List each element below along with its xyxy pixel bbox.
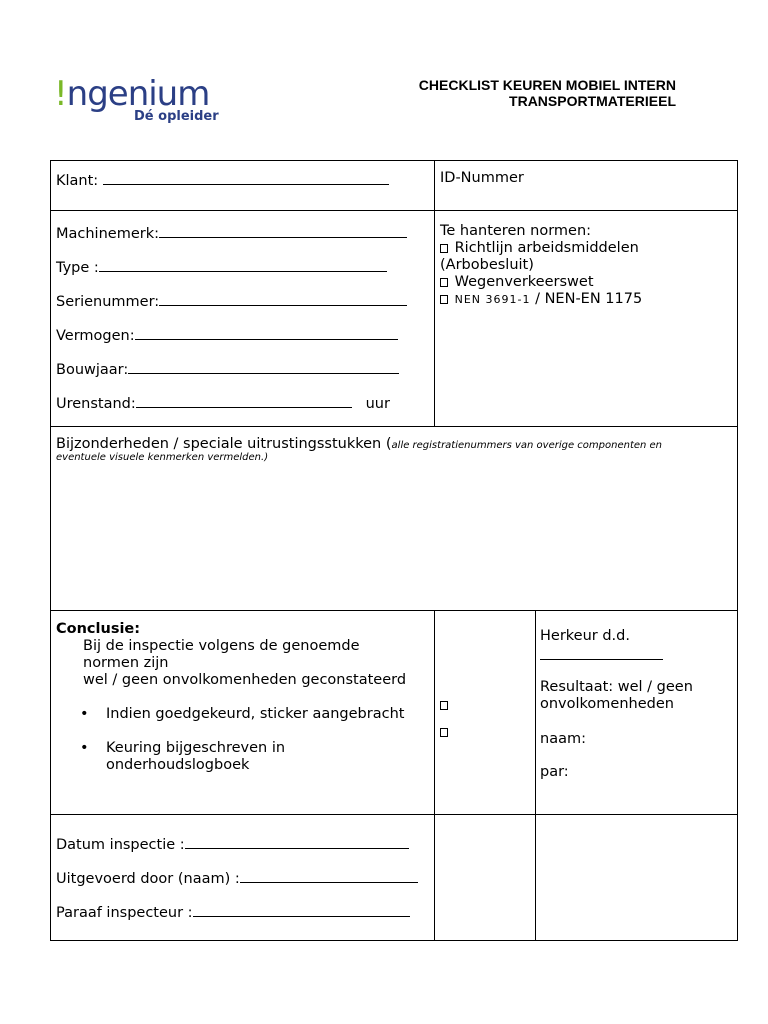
row-divider	[50, 814, 738, 815]
conclusie-line1: Bij de inspectie volgens de genoemde	[83, 638, 360, 654]
checkbox-icon[interactable]	[440, 295, 448, 304]
serienummer-field: Serienummer:	[56, 291, 407, 311]
type-line[interactable]	[99, 257, 387, 272]
row-divider	[50, 610, 738, 611]
column-divider	[434, 610, 435, 941]
bouwjaar-field: Bouwjaar:	[56, 359, 399, 379]
par-label: par:	[540, 764, 569, 780]
paraaf-line[interactable]	[193, 902, 410, 917]
bijzonderheden-label: Bijzonderheden / speciale uitrustingsstukken (alle registratienummers van overige componenten en	[56, 436, 663, 452]
id-nummer-label: ID-Nummer	[440, 170, 524, 186]
paraaf-inspecteur-field: Paraaf inspecteur :	[56, 902, 410, 922]
bijzonderheden-note: eventuele visuele kenmerken vermelden.)	[56, 452, 269, 463]
checkbox-icon[interactable]	[440, 278, 448, 287]
ingenium-logo	[54, 52, 224, 127]
resultaat-line2: onvolkomenheden	[540, 696, 674, 712]
bullet-sticker: • Indien goedgekeurd, sticker aangebracht	[106, 706, 404, 723]
logo-tagline: Dé opleider	[134, 109, 219, 124]
norm-arbobesluit: (Arbobesluit)	[440, 257, 534, 273]
serienummer-line[interactable]	[159, 291, 407, 306]
row-divider	[50, 210, 738, 211]
machinemerk-field: Machinemerk:	[56, 223, 407, 243]
checkbox-icon[interactable]	[440, 244, 448, 253]
logboek-checkbox[interactable]	[440, 728, 448, 737]
klant-line[interactable]	[103, 170, 389, 185]
klant-field: Klant:	[56, 170, 389, 190]
document-title: CHECKLIST KEUREN MOBIEL INTERN TRANSPORTMATERIEEL	[418, 77, 676, 109]
herkeur-date-line	[540, 645, 663, 665]
column-divider	[434, 160, 435, 427]
urenstand-line[interactable]	[136, 393, 352, 408]
norm-arbeidsmiddelen: Richtlijn arbeidsmiddelen	[440, 240, 639, 257]
conclusie-heading: Conclusie:	[56, 621, 141, 637]
herkeur-label: Herkeur d.d.	[540, 628, 630, 644]
datum-inspectie-field: Datum inspectie :	[56, 834, 409, 854]
norm-wegenverkeerswet: Wegenverkeerswet	[440, 274, 594, 291]
conclusie-line3: wel / geen onvolkomenheden geconstateerd	[83, 672, 407, 688]
bullet-logboek-cont: onderhoudslogboek	[106, 757, 250, 773]
type-field: Type :	[56, 257, 387, 277]
machinemerk-line[interactable]	[159, 223, 407, 238]
naam-label: naam:	[540, 731, 586, 747]
resultaat-line1: Resultaat: wel / geen	[540, 679, 693, 695]
datum-line[interactable]	[185, 834, 409, 849]
vermogen-field: Vermogen:	[56, 325, 398, 345]
normen-title: Te hanteren normen:	[440, 223, 592, 239]
logo-wordmark: !ngenium	[54, 74, 210, 114]
norm-nen: NEN 3691-1 / NEN-EN 1175	[440, 291, 642, 308]
conclusie-line2: normen zijn	[83, 655, 169, 671]
bouwjaar-line[interactable]	[128, 359, 399, 374]
uitgevoerd-door-field: Uitgevoerd door (naam) :	[56, 868, 418, 888]
bullet-logboek: • Keuring bijgeschreven in	[106, 740, 285, 757]
vermogen-line[interactable]	[135, 325, 398, 340]
column-divider	[535, 610, 536, 941]
urenstand-field: Urenstand: uur	[56, 393, 390, 413]
sticker-checkbox[interactable]	[440, 701, 448, 710]
row-divider	[50, 426, 738, 427]
uitgevoerd-line[interactable]	[240, 868, 418, 883]
herkeur-line[interactable]	[540, 645, 663, 660]
checklist-table	[50, 160, 738, 941]
